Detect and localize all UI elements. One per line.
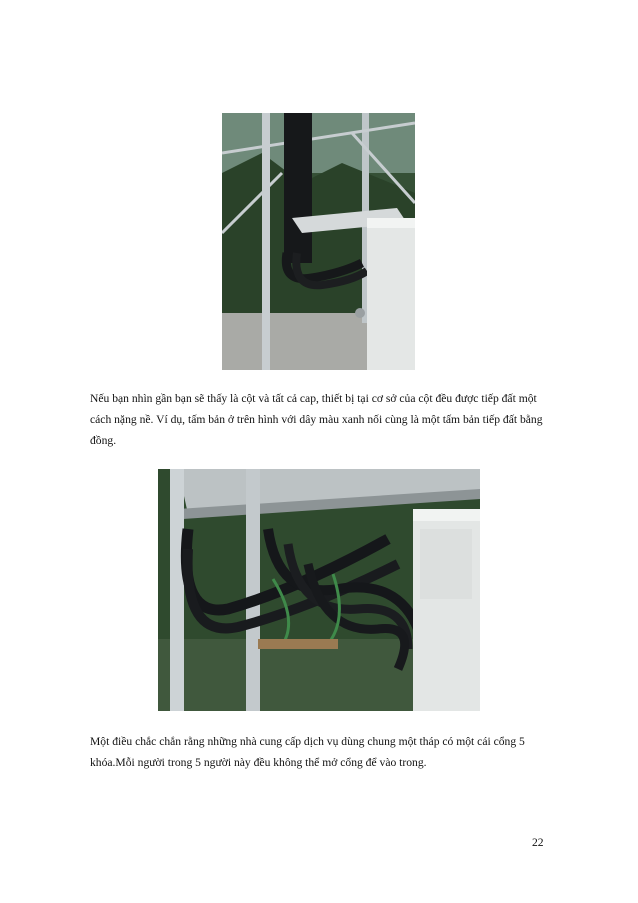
grounding-bar-photo-drawing [158,469,480,711]
tower-base-photo-drawing [222,113,415,370]
tower-base-photo [222,113,415,370]
page-number: 22 [532,836,544,849]
grounding-bar-photo [158,469,480,711]
paragraph-gate-lock: Một điều chắc chắn rằng những nhà cung cấp dịch vụ dùng chung một tháp có một cái cổng 5 khóa.Mỗi người trong 5 người này đều không thể mở cổng để vào trong. [90,735,525,769]
paragraph-grounding: Nếu bạn nhìn gần bạn sẽ thấy là cột và tất cả cap, thiết bị tại cơ sở của cột đều được tiếp đất một cách nặng nề. Ví dụ, tấm bản ở trên hình với dây màu xanh nối cùng là một tấm bản tiếp đất bằng đồng. [90,392,543,447]
